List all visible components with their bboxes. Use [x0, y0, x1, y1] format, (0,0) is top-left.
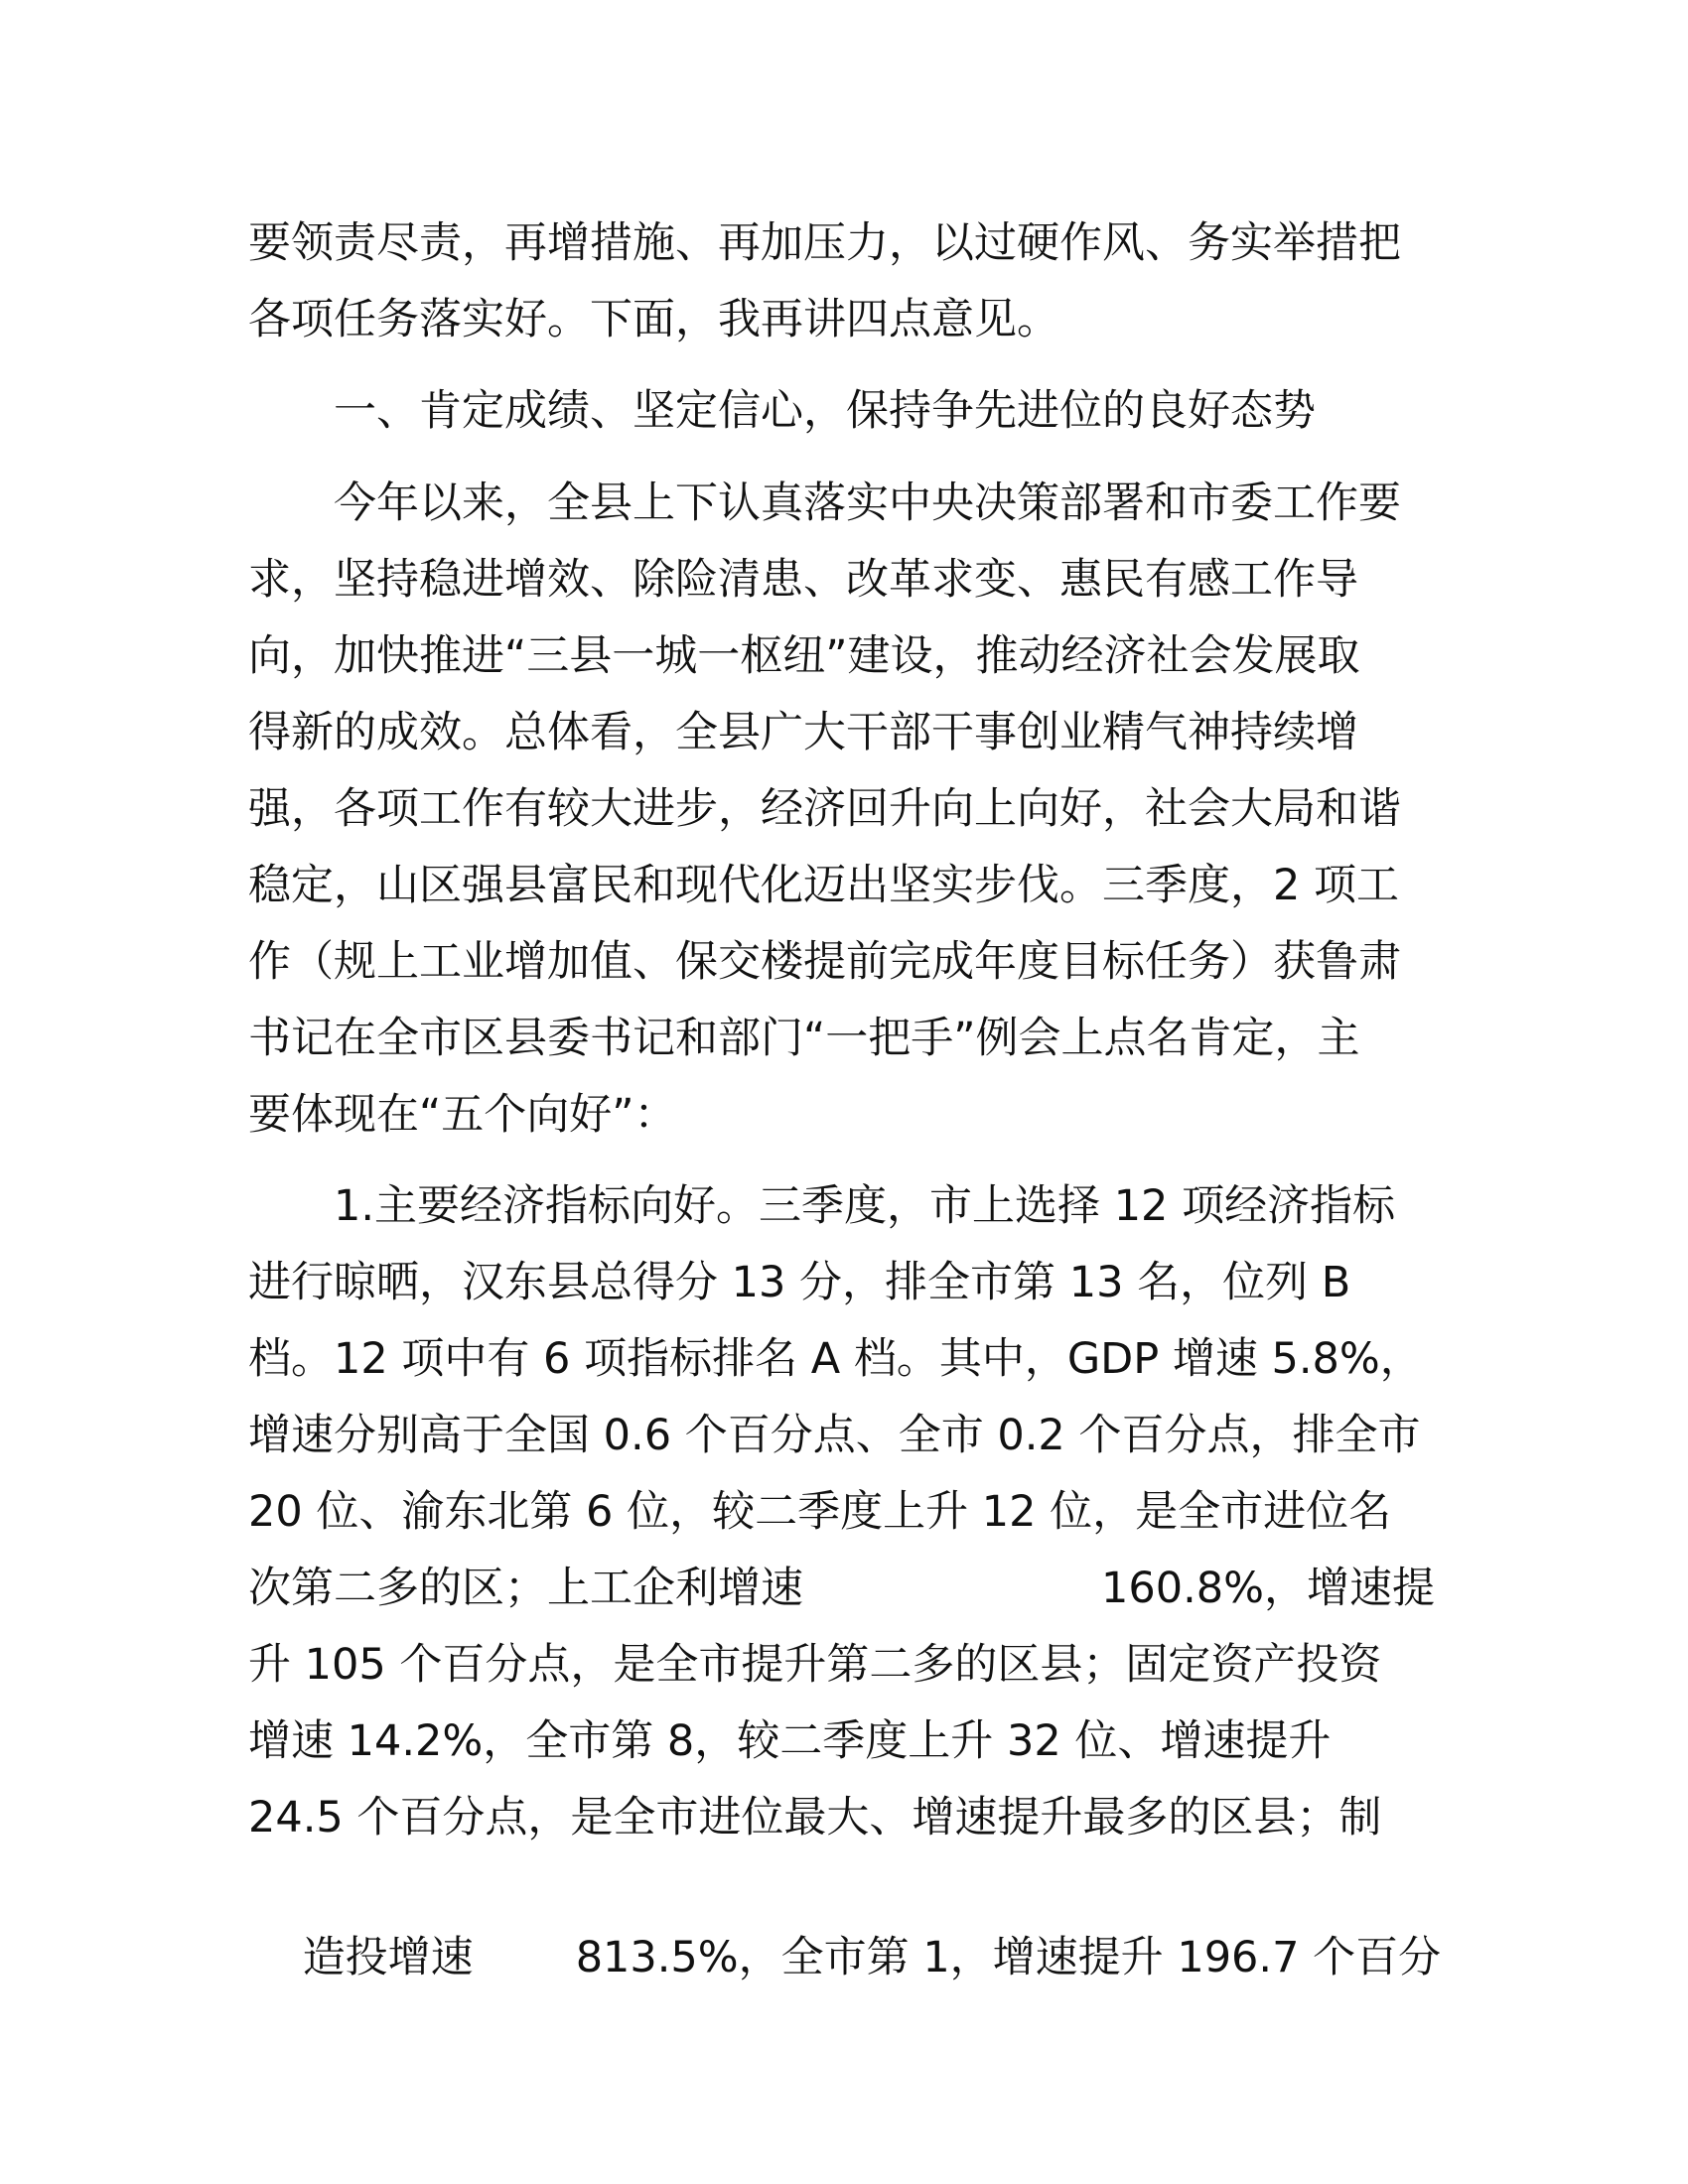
line-segment: 次第二多的区；上工企利增速: [248, 1564, 803, 1613]
paragraph-line: 20 位、渝东北第 6 位，较二季度上升 12 位，是全市进位名: [248, 1487, 1392, 1537]
paragraph-line: 各项任务落实好。下面，我再讲四点意见。: [248, 295, 1059, 344]
line-segment: 813.5%，全市第 1，增速提升 196.7 个百分: [575, 1933, 1442, 1982]
paragraph-line: 今年以来，全县上下认真落实中央决策部署和市委工作要: [334, 478, 1401, 528]
paragraph-line: 强，各项工作有较大进步，经济回升向上向好，社会大局和谐: [248, 784, 1401, 834]
paragraph-line: 要领责尽责，再增措施、再加压力，以过硬作风、务实举措把: [248, 218, 1401, 268]
paragraph-line: 升 105 个百分点，是全市提升第二多的区县；固定资产投资: [248, 1640, 1382, 1690]
section-heading: 一、肯定成绩、坚定信心，保持争先进位的良好态势: [334, 386, 1316, 436]
paragraph-line: 要体现在“五个向好”：: [248, 1090, 677, 1140]
paragraph-line: 增速 14.2%，全市第 8，较二季度上升 32 位、增速提升: [248, 1716, 1332, 1766]
line-segment: 造投增速: [302, 1933, 474, 1982]
paragraph-line: 1.主要经济指标向好。三季度，市上选择 12 项经济指标: [334, 1181, 1396, 1231]
paragraph-line: 得新的成效。总体看，全县广大干部干事创业精气神持续增: [248, 708, 1358, 757]
paragraph-line: 书记在全市区县委书记和部门“一把手”例会上点名肯定，主: [248, 1014, 1360, 1063]
paragraph-line: 24.5 个百分点，是全市进位最大、增速提升最多的区县；制: [248, 1793, 1382, 1843]
paragraph-line: 作（规上工业增加值、保交楼提前完成年度目标任务）获鲁肃: [248, 937, 1401, 987]
paragraph-line: 求，坚持稳进增效、除险清患、改革求变、惠民有感工作导: [248, 555, 1358, 605]
paragraph-line: 向，加快推进“三县一城一枢纽”建设，推动经济社会发展取: [248, 631, 1360, 681]
paragraph-line: 稳定，山区强县富民和现代化迈出坚实步伐。三季度，2 项工: [248, 861, 1400, 910]
paragraph-line-spaced: [248, 1557, 1435, 1620]
line-segment: 160.8%，增速提: [1101, 1564, 1435, 1613]
paragraph-line: 档。12 项中有 6 项指标排名 A 档。其中，GDP 增速 5.8%，: [248, 1334, 1423, 1384]
paragraph-line: 增速分别高于全国 0.6 个百分点、全市 0.2 个百分点，排全市: [248, 1411, 1421, 1460]
paragraph-line-spaced: [248, 1862, 1442, 1982]
paragraph-line: 进行晾晒，汉东县总得分 13 分，排全市第 13 名，位列 B: [248, 1258, 1351, 1307]
